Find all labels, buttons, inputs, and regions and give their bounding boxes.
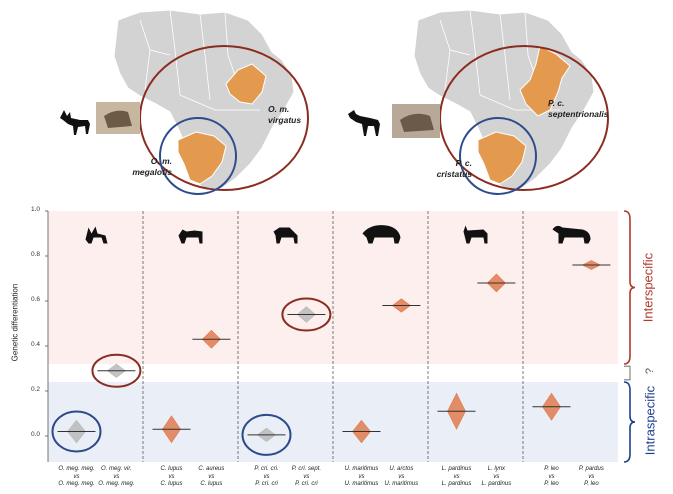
label-cristatus: P. c. cristatus — [436, 158, 472, 179]
x-tick-label-line: vs — [263, 473, 270, 480]
ambiguous-label: ? — [644, 367, 657, 375]
x-tick-label — [282, 466, 330, 489]
x-tick-label-line: C. aureus — [198, 466, 225, 472]
x-tick-label-line: C. lupus — [160, 466, 183, 472]
x-tick-label-line: P. cri. sept. — [291, 466, 322, 472]
y-tick-label: 0.2 — [30, 386, 40, 393]
x-tick-label-line: L. pardinus — [481, 481, 512, 487]
y-tick-label: 0.8 — [30, 251, 40, 258]
y-axis-label: Genetic differentiation — [10, 283, 20, 362]
y-tick-label: 0.6 — [30, 296, 40, 303]
interspecific-brace — [624, 211, 635, 364]
x-tick-label-line: U. maritimus — [344, 481, 379, 487]
interspecific-label: Interspecific — [640, 252, 656, 323]
y-tick-label: 1.0 — [30, 206, 40, 213]
x-tick-label-line: U. arctos — [389, 466, 414, 472]
ambiguous-bracket — [624, 366, 630, 380]
x-tick-label-line: U. maritimus — [384, 481, 419, 487]
violin-chart — [0, 200, 673, 494]
x-tick-label-line: vs — [358, 473, 365, 480]
x-tick-label-line: C. lupus — [200, 481, 223, 487]
x-tick-label-line: vs — [588, 473, 595, 480]
x-tick-label — [187, 466, 235, 489]
x-tick-label-line: P. pardus — [578, 466, 604, 472]
x-tick-label-line: O. meg. meg. — [98, 481, 135, 487]
x-tick-label-line: L. pardinus — [441, 466, 472, 472]
x-tick-label-line: vs — [303, 473, 310, 480]
y-tick-label: 0.4 — [30, 341, 40, 348]
label-virgatus: O. m. virgatus — [268, 104, 302, 125]
x-tick-label-line: vs — [168, 473, 175, 480]
x-tick-label-line: U. maritimus — [344, 466, 379, 472]
x-tick-label-line: O. meg. meg. — [58, 466, 95, 472]
x-tick-label-line: P. leo — [584, 481, 599, 487]
x-tick-label-line: vs — [73, 473, 80, 480]
x-tick-label-line: L. pardinus — [441, 481, 472, 487]
x-tick-label-line: vs — [453, 473, 460, 480]
x-tick-label — [92, 466, 140, 489]
x-tick-label-line: O. meg. vir. — [100, 466, 132, 472]
x-tick-label-line: P. cri. cri. — [254, 466, 279, 472]
y-tick-label: 0.0 — [30, 431, 40, 438]
label-septentrionalis: P. c. septentrionalis — [548, 98, 609, 119]
x-tick-label-line: P. cri. cri — [255, 481, 278, 487]
x-tick-label-line: vs — [398, 473, 405, 480]
label-megalotis: O. m. megalotis — [132, 156, 172, 177]
bat-eared-fox-silhouette — [60, 110, 90, 135]
x-tick-label-line: vs — [208, 473, 215, 480]
hyena-silhouette — [348, 110, 380, 136]
x-tick-label-line: vs — [493, 473, 500, 480]
intraspecific-label: Intraspecific — [642, 385, 658, 456]
x-tick-label-line: L. lynx — [487, 466, 506, 472]
x-tick-label-line: P. cri. cri — [295, 481, 318, 487]
intraspecific-brace — [624, 382, 635, 462]
x-tick-label — [567, 466, 615, 489]
x-tick-label — [472, 466, 520, 489]
x-tick-label — [377, 466, 425, 489]
x-tick-label-line: vs — [113, 473, 120, 480]
x-tick-label-line: P. leo — [544, 466, 559, 472]
x-tick-label-line: C. lupus — [160, 481, 183, 487]
x-tick-label-line: O. meg. meg. — [58, 481, 95, 487]
x-tick-label-line: vs — [548, 473, 555, 480]
x-tick-label-line: P. leo — [544, 481, 559, 487]
